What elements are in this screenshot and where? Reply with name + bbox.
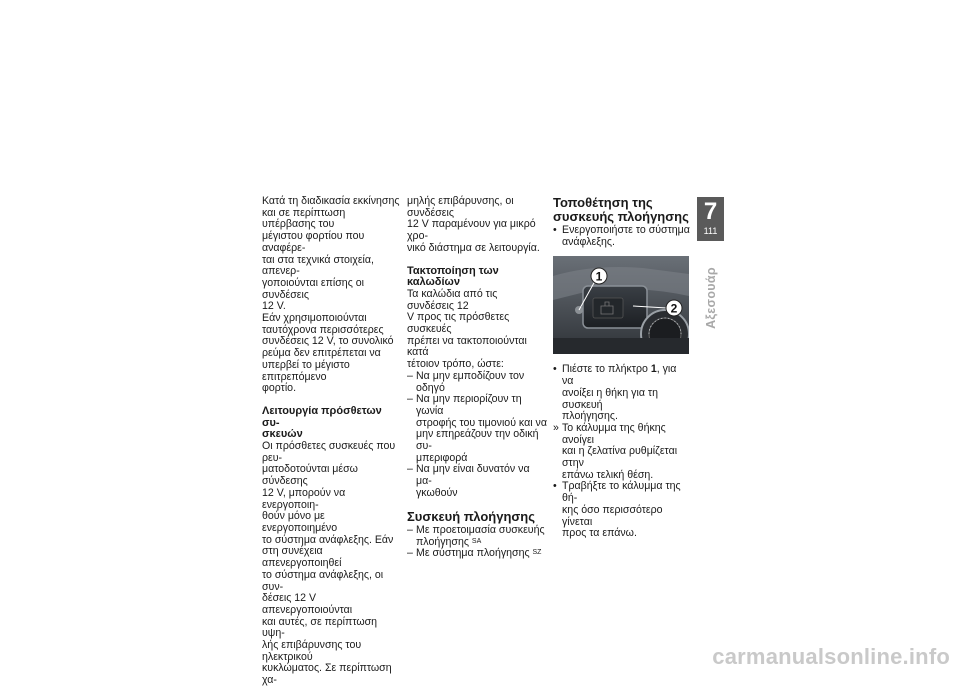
bullet-marker: • <box>553 224 557 236</box>
list-item: • Τραβήξτε το κάλυμμα της θή- κης όσο περισσότερο γίνεται προς τα επάνω. <box>553 480 681 540</box>
dash-marker: – <box>407 547 413 560</box>
text-line: θούν μόνο με ενεργοποιημένο <box>262 510 338 534</box>
navigation-device-heading: Συσκευή πλοήγησης <box>407 508 535 524</box>
dash-marker: – <box>407 369 413 382</box>
bullet-marker: • <box>553 363 557 376</box>
text-line: 12 V. <box>262 300 286 313</box>
chapter-title-vertical: Αξεσουάρ <box>704 266 718 329</box>
text-line: 12 V παραμένουν για μικρό χρο- <box>407 218 536 243</box>
text-line: κυκλώματος. Σε περίπτωση χα- <box>262 662 392 687</box>
text-line: γοποιούνται επίσης οι συνδέσεις <box>262 276 364 301</box>
text-line: το σύστημα ανάφλεξης. Εάν <box>262 533 394 546</box>
navigation-compartment-photo <box>553 256 689 354</box>
navigation-options-list <box>407 525 547 560</box>
list-item: • Πιέστε το πλήκτρο 1, για να ανοίξει η θήκη για τη συσκευή πλοήγησης. <box>553 363 677 423</box>
dash-marker: – <box>407 393 413 406</box>
list-item: – Να μην περιορίζουν τη γωνία στροφής του τιμονιού και να μην επηρεάζουν την οδική συ- μπεριφορά <box>407 393 547 464</box>
dash-marker: – <box>407 463 413 476</box>
key-reference: 1 <box>650 363 657 376</box>
install-steps-part1 <box>553 225 690 248</box>
text-line: υπερβεί το μέγιστο επιτρεπόμενο <box>262 358 350 383</box>
text-line: το σύστημα ανάφλεξης, οι συν- <box>262 568 384 593</box>
dash-marker: – <box>407 524 413 537</box>
list-item: – Να μην εμποδίζουν τον οδηγό <box>407 369 525 394</box>
intro-paragraph <box>262 196 400 395</box>
text-line: δέσεις 12 V απενεργοποιούνται <box>262 592 353 616</box>
text-line: μηλής επιβάρυνσης, οι συνδέσεις <box>407 195 514 219</box>
list-item: • Ενεργοποιήστε το σύστημα ανάφλεξης. <box>553 224 690 248</box>
text-line: λής επιβάρυνσης του ηλεκτρικού <box>262 639 362 663</box>
text-line: ται στα τεχνικά στοιχεία, απενερ- <box>262 253 374 278</box>
bullet-marker: • <box>553 480 557 493</box>
text-line: φορτίο. <box>262 382 297 395</box>
accessory-operation-paragraph <box>262 441 400 687</box>
text-line: Εάν χρησιμοποιούνται <box>262 312 367 325</box>
text-line: Οι πρόσθετες συσκευές που ρευ- <box>262 440 396 464</box>
text-line: νικό διάστημα σε λειτουργία. <box>407 241 540 254</box>
text-line: ταυτόχρονα περισσότερες <box>262 323 384 336</box>
column-2 <box>407 196 547 560</box>
chapter-number: 7 <box>703 198 718 225</box>
list-item: – Να μην είναι δυνατόν να μα- γκωθούν <box>407 463 530 499</box>
text-line: 12 V, μπορούν να ενεργοποιη- <box>262 486 346 511</box>
text-line: Κατά τη διαδικασία εκκίνησης <box>262 195 400 207</box>
continued-paragraph <box>407 196 547 255</box>
cable-routing-paragraph <box>407 289 547 371</box>
page-number: 111 <box>703 226 718 236</box>
callout-1: 1 <box>595 269 603 284</box>
text-line: Τα καλώδια από τις συνδέσεις 12 <box>407 287 498 312</box>
dashboard-illustration <box>553 256 689 354</box>
column-1 <box>262 196 400 687</box>
text-line: στη συνέχεια απενεργοποιηθεί <box>262 545 342 570</box>
navigation-install-heading: Τοποθέτηση της συσκευής πλοήγησης <box>553 195 689 224</box>
chapter-tab <box>697 197 724 241</box>
text-line: μέγιστου φορτίου που αναφέρε- <box>262 230 365 254</box>
cable-routing-heading: Τακτοποίηση των καλωδίων <box>407 264 499 289</box>
text-line: V προς τις πρόσθετες συσκευές <box>407 311 510 336</box>
install-steps-part2 <box>553 364 690 540</box>
text-line: ματοδοτούνται μέσω σύνδεσης <box>262 463 358 488</box>
option-code: SA <box>471 537 482 545</box>
column-3 <box>553 196 690 540</box>
text-line: ρεύμα δεν επιτρέπεται να <box>262 347 381 360</box>
text-line: πρέπει να τακτοποιούνται κατά <box>407 334 527 359</box>
text-line: και σε περίπτωση υπέρβασης του <box>262 206 346 231</box>
option-code: SZ <box>532 549 542 557</box>
accessory-operation-heading: Λειτουργία πρόσθετων συ- σκευών <box>262 404 382 441</box>
watermark: carmanualsonline.info <box>712 644 950 669</box>
text-line: συνδέσεις 12 V, το συνολικό <box>262 335 394 348</box>
callout-2: 2 <box>670 301 678 316</box>
cable-routing-list <box>407 371 547 500</box>
list-item: – Με προετοιμασία συσκευής πλοήγησης $^{SA}$ <box>407 524 545 548</box>
list-item: » Το κάλυμμα της θήκης ανοίγει και η ζελατίνα ρυθμίζεται στην επάνω τελική θέση. <box>553 421 678 481</box>
result-marker: » <box>553 421 559 434</box>
text-line: τέτοιον τρόπο, ώστε: <box>407 358 504 371</box>
text-line: και αυτές, σε περίπτωση υψη- <box>262 615 378 640</box>
list-item: – Με σύστημα πλοήγησης $^{SZ}$ <box>407 547 542 560</box>
